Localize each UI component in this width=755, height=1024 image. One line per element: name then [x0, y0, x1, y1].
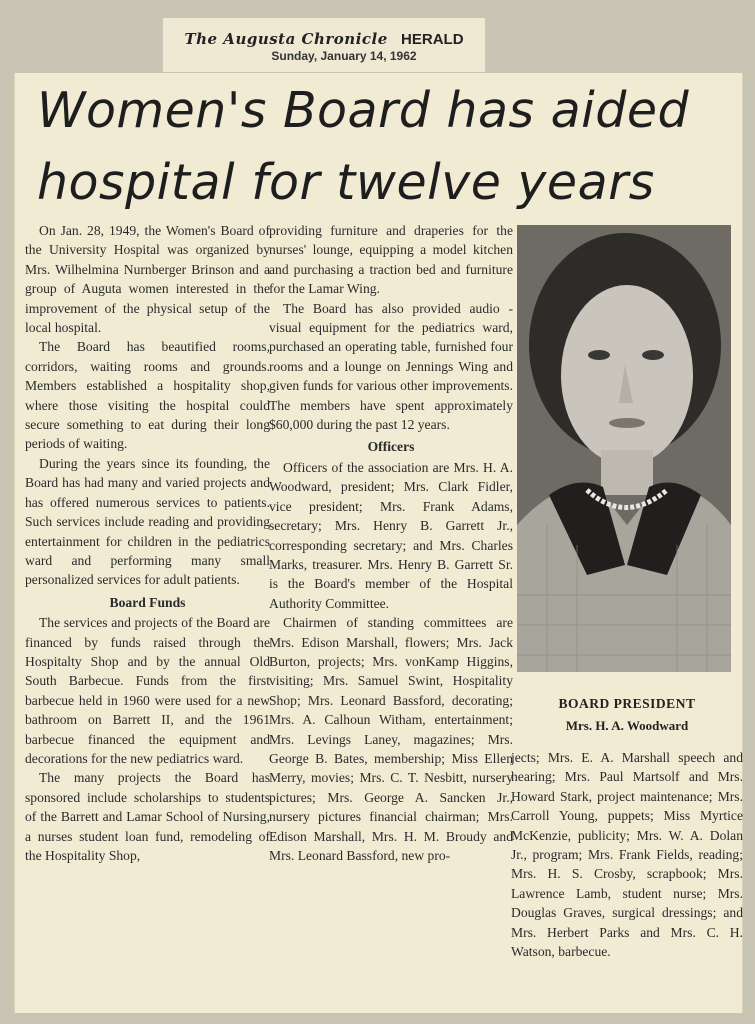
paragraph: On Jan. 28, 1949, the Women's Board of the University Hospital was organized by Mrs. Wilhelmina Nurnberger Brinson and a group of Auguta women interested in the improvement of the physical setup of the local hospital.	[25, 223, 270, 336]
publication-date: Sunday, January 14, 1962	[271, 49, 417, 63]
article-column-1	[25, 221, 270, 865]
subheading-board-funds: Board Funds	[109, 594, 186, 610]
paragraph: The Board has also provided audio - visual equipment for the pediatrics ward, purchased an operating table, furnished four rooms and a lounge on Jennings Wing and given funds for various other improvements. The members have spent approximately $60,000 during the past 12 years.	[269, 300, 513, 433]
paper-name: The Augusta Chronicle	[184, 30, 388, 48]
paragraph: The many projects the Board has sponsored include scholarships to students of the Barrett and Lamar School of Nursing, a nurses student loan fund, remodeling of the Hospitality Shop,	[25, 770, 270, 863]
paragraph: During the years since its founding, the Board has had many and varied projects and has offered numerous services to patients. Such services include reading and providing entertainment for children in the pediatrics ward and performing many small personalized services for adult patients.	[25, 455, 270, 588]
subheading-officers: Officers	[367, 439, 415, 455]
paragraph: Chairmen of standing committees are Mrs. Edison Marshall, flowers; Mrs. Jack Burton, projects; Mrs. vonKamp Higgins, visiting; Mrs. Samuel Swint, Hospitality Shop; Mrs. Leonard Bassford, decorating; Mrs. A. Calhoun Witham, entertainment; Mrs. Levings Laney, magazines; Mrs. George B. Bates, membership; Miss Ellen Merry, movies; Mrs. C. T. Nesbitt, nursery pictures; Mrs. George A. Sancken Jr., nursery pictures financial chairman; Mrs. Edison Marshall, Mrs. H. M. Broudy and Mrs. Leonard Bassford, new pro-	[269, 615, 513, 863]
headline: Women's Board has aided hospital for twelve years	[37, 82, 690, 211]
photo-caption-title: BOARD PRESIDENT	[558, 696, 696, 711]
edition-name: HERALD	[401, 31, 464, 48]
paragraph: The Board has beautified rooms, corridors, waiting rooms and grounds. Members established a hospitality shop, where those visiting the hospital could secure something to eat during their long periods of waiting.	[25, 339, 270, 452]
newspaper-clipping	[14, 73, 743, 1013]
masthead	[163, 18, 485, 72]
paragraph: providing furniture and draperies for the nurses' lounge, equipping a model kitchen and purchasing a traction bed and furniture for the Lamar Wing.	[269, 223, 513, 297]
portrait-image	[517, 225, 731, 672]
photo-caption-name: Mrs. H. A. Woodward	[565, 718, 689, 733]
masthead-title	[163, 30, 485, 48]
paragraph: jects; Mrs. E. A. Marshall speech and hearing; Mrs. Paul Martsolf and Mrs. Howard Stark, project maintenance; Mrs. Carroll Young, puppets; Miss Myrtice McKenzie, publicity; Mrs. W. A. Dolan Jr., program; Mrs. Frank Fields, reading; Mrs. H. S. Crosby, scrapbook; Mrs. Lawrence Lamb, student nurse; Mrs. Douglas Graves, surgical dressings; and Mrs. Herbert Parks and Mrs. C. H. Watson, barbecue.	[511, 750, 743, 960]
portrait-photo	[517, 225, 731, 672]
article-column-3	[511, 748, 743, 961]
paragraph: The services and projects of the Board are financed by funds raised through the Hospitalty Shop and by the annual Old South Barbecue. Funds from the first barbecue held in 1960 were used for a new bathroom on Barrett II, and the 1961 barbecue financed the equipment and decorations for the new pediatrics ward.	[25, 615, 270, 766]
paragraph: Officers of the association are Mrs. H. A. Woodward, president; Mrs. Clark Fidler, vice president; Mrs. Frank Adams, secretary; Mrs. Henry B. Garrett Jr., corresponding secretary; and Mrs. Charles Marks, treasurer. Mrs. Henry B. Garrett Sr. is the Board's member of the Hospital Authority Committee.	[269, 459, 513, 611]
article-column-2	[269, 221, 513, 865]
